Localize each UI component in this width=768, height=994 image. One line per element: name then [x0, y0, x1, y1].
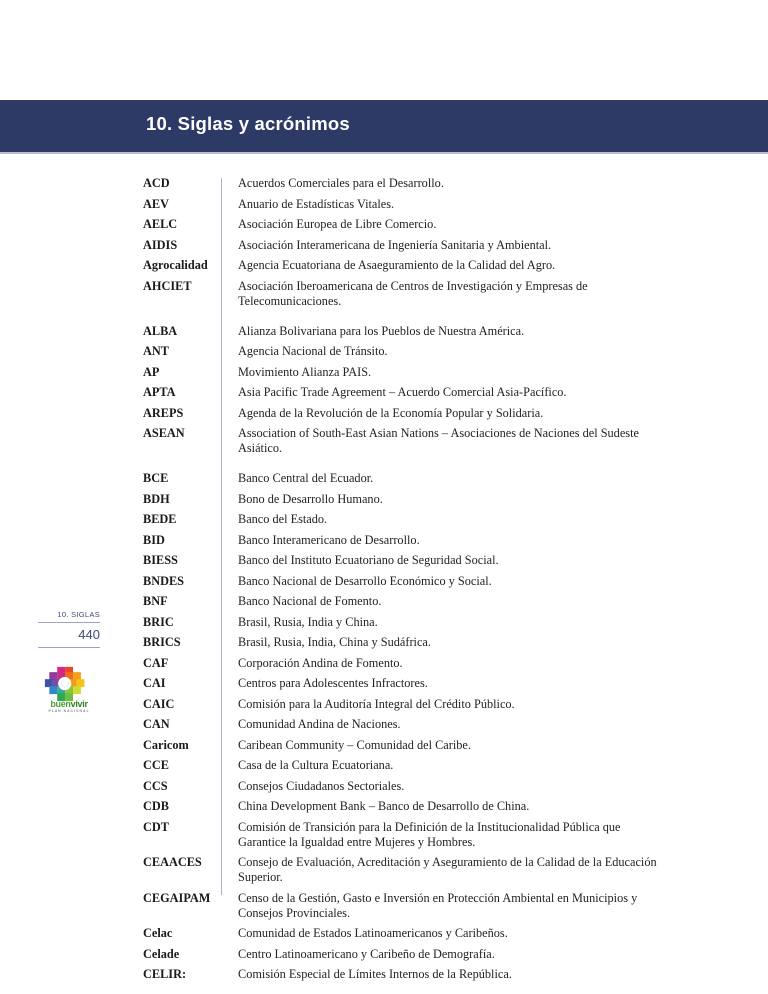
glossary-term: AREPS — [143, 405, 184, 420]
glossary-definition: Banco del Estado. — [238, 512, 328, 526]
glossary-definition: Casa de la Cultura Ecuatoriana. — [238, 758, 394, 772]
glossary-entry — [143, 365, 703, 380]
page-number: 440 — [78, 627, 100, 642]
glossary-term: AHCIET — [143, 278, 192, 293]
glossary-definition: Banco Nacional de Fomento. — [238, 594, 382, 608]
glossary-term: CEAACES — [143, 855, 202, 869]
header-underline — [0, 152, 768, 154]
glossary-definition: Agenda de la Revolución de la Economía Popular y Solidaria. — [238, 405, 544, 420]
glossary-definition: Corporación Andina de Fomento. — [238, 655, 403, 670]
glossary-term: Caricom — [143, 737, 189, 752]
glossary-term: ALBA — [143, 323, 178, 338]
glossary-term: AIDIS — [143, 237, 178, 252]
glossary-definition: China Development Bank – Banco de Desarrollo de China. — [238, 799, 530, 813]
glossary-entry — [143, 676, 703, 691]
glossary-entry — [143, 574, 703, 589]
glossary-entry — [143, 238, 703, 253]
glossary-term: BRIC — [143, 614, 174, 629]
glossary-entry — [143, 820, 703, 850]
glossary-definition: Consejos Ciudadanos Sectoriales. — [238, 778, 405, 793]
glossary-term: CEGAIPAM — [143, 890, 211, 905]
glossary-entry — [143, 891, 703, 921]
glossary-term: CCS — [143, 778, 168, 793]
glossary-term: AP — [143, 364, 160, 379]
glossary-definition: Centros para Adolescentes Infractores. — [238, 676, 428, 690]
logo-wordmark — [43, 699, 95, 713]
glossary-entry — [143, 553, 703, 568]
glossary-term: BIESS — [143, 553, 178, 567]
glossary-term: AELC — [143, 217, 178, 231]
glossary-term: CAI — [143, 676, 166, 690]
glossary-entry — [143, 533, 703, 548]
logo-tagline: PLAN NACIONAL — [48, 709, 90, 713]
glossary-term: BDH — [143, 491, 170, 506]
glossary-entry — [143, 471, 703, 486]
glossary-entry — [143, 385, 703, 400]
margin-section-label: 10. SIGLAS — [57, 610, 100, 619]
glossary-definition: Agencia Nacional de Tránsito. — [238, 344, 388, 358]
glossary-term: CCE — [143, 758, 169, 772]
glossary-entry — [143, 512, 703, 527]
glossary-term: ASEAN — [143, 426, 185, 440]
glossary-definition: Caribean Community – Comunidad del Caribe. — [238, 737, 471, 752]
glossary-term: BCE — [143, 471, 169, 485]
glossary-list — [143, 176, 703, 988]
glossary-entry — [143, 758, 703, 773]
glossary-entry — [143, 492, 703, 507]
glossary-definition: Association of South-East Asian Nations – Asociaciones de Naciones del Sudeste Asiático. — [238, 426, 639, 455]
glossary-term: Celade — [143, 946, 180, 961]
glossary-definition: Acuerdos Comerciales para el Desarrollo. — [238, 176, 444, 190]
glossary-entry — [143, 926, 703, 941]
pinwheel-flower-icon — [44, 666, 88, 702]
glossary-term: BID — [143, 532, 165, 547]
glossary-definition: Asia Pacific Trade Agreement – Acuerdo Comercial Asia-Pacífico. — [238, 385, 567, 399]
glossary-definition: Centro Latinoamericano y Caribeño de Demografía. — [238, 946, 495, 961]
glossary-entry — [143, 697, 703, 712]
margin-rule-bottom — [38, 647, 100, 648]
glossary-definition: Comisión para la Auditoría Integral del Crédito Público. — [238, 696, 515, 711]
glossary-term: BEDE — [143, 512, 177, 526]
glossary-entry — [143, 967, 703, 982]
glossary-definition: Brasil, Rusia, India y China. — [238, 614, 378, 629]
buen-vivir-logo — [44, 666, 94, 716]
glossary-entry — [143, 779, 703, 794]
logo-wordmark-line1 — [43, 699, 95, 709]
glossary-entry — [143, 615, 703, 630]
glossary-definition: Asociación Europea de Libre Comercio. — [238, 217, 437, 231]
glossary-definition: Agencia Ecuatoriana de Asaeguramiento de la Calidad del Agro. — [238, 258, 556, 272]
glossary-definition: Banco del Instituto Ecuatoriano de Seguridad Social. — [238, 553, 499, 567]
glossary-definition: Movimiento Alianza PAIS. — [238, 364, 372, 379]
glossary-entry — [143, 635, 703, 650]
glossary-definition: Banco Interamericano de Desarrollo. — [238, 532, 420, 547]
glossary-entry — [143, 279, 703, 309]
glossary-term: CDB — [143, 799, 169, 813]
glossary-entry — [143, 717, 703, 732]
glossary-definition: Alianza Bolivariana para los Pueblos de Nuestra América. — [238, 323, 525, 338]
logo-word-vivir: vivir — [70, 699, 88, 709]
glossary-term: AEV — [143, 196, 169, 211]
glossary-entry — [143, 855, 703, 885]
glossary-entry — [143, 176, 703, 191]
section-header-band — [0, 100, 768, 152]
glossary-definition: Censo de la Gestión, Gasto e Inversión en Protección Ambiental en Municipios y Consejos Provinciales. — [238, 890, 638, 920]
glossary-term: CELIR: — [143, 967, 187, 981]
glossary-definition: Bono de Desarrollo Humano. — [238, 491, 383, 506]
glossary-term: Agrocalidad — [143, 258, 208, 272]
glossary-entry — [143, 656, 703, 671]
glossary-term: ACD — [143, 176, 170, 190]
glossary-definition: Anuario de Estadísticas Vitales. — [238, 196, 395, 211]
glossary-entry — [143, 197, 703, 212]
glossary-definition: Banco Nacional de Desarrollo Económico y Social. — [238, 573, 492, 588]
glossary-entry — [143, 594, 703, 609]
glossary-term: APTA — [143, 385, 176, 399]
glossary-entry — [143, 947, 703, 962]
glossary-term: BRICS — [143, 635, 181, 649]
glossary-term: ANT — [143, 344, 169, 358]
glossary-definition: Banco Central del Ecuador. — [238, 471, 374, 485]
glossary-term: CDT — [143, 819, 169, 834]
glossary-definition: Asociación Iberoamericana de Centros de Investigación y Empresas de Telecomunicaciones. — [238, 278, 588, 308]
glossary-definition: Comisión Especial de Límites Internos de la República. — [238, 967, 512, 981]
glossary-definition: Comunidad Andina de Naciones. — [238, 717, 401, 731]
glossary-term: CAF — [143, 655, 169, 670]
glossary-entry — [143, 799, 703, 814]
glossary-entry — [143, 406, 703, 421]
glossary-entry — [143, 426, 703, 456]
glossary-entry — [143, 324, 703, 339]
glossary-term: BNF — [143, 594, 168, 608]
glossary-definition: Comisión de Transición para la Definición de la Institucionalidad Pública que Garantice la Igualdad entre Mujeres y Hombres. — [238, 819, 621, 849]
glossary-entry — [143, 217, 703, 232]
glossary-definition: Asociación Interamericana de Ingeniería Sanitaria y Ambiental. — [238, 237, 552, 252]
logo-word-buen: buen — [50, 699, 71, 709]
glossary-entry — [143, 738, 703, 753]
glossary-term: CAIC — [143, 696, 175, 711]
glossary-definition: Comunidad de Estados Latinoamericanos y Caribeños. — [238, 926, 508, 940]
page-title: 10. Siglas y acrónimos — [146, 113, 350, 134]
glossary-entry — [143, 258, 703, 273]
glossary-term: Celac — [143, 926, 173, 940]
margin-page-marker — [38, 610, 100, 648]
glossary-entry — [143, 344, 703, 359]
glossary-term: BNDES — [143, 573, 185, 588]
glossary-definition: Consejo de Evaluación, Acreditación y Aseguramiento de la Calidad de la Educación Superior. — [238, 855, 657, 884]
glossary-term: CAN — [143, 717, 170, 731]
glossary-definition: Brasil, Rusia, India, China y Sudáfrica. — [238, 635, 431, 649]
